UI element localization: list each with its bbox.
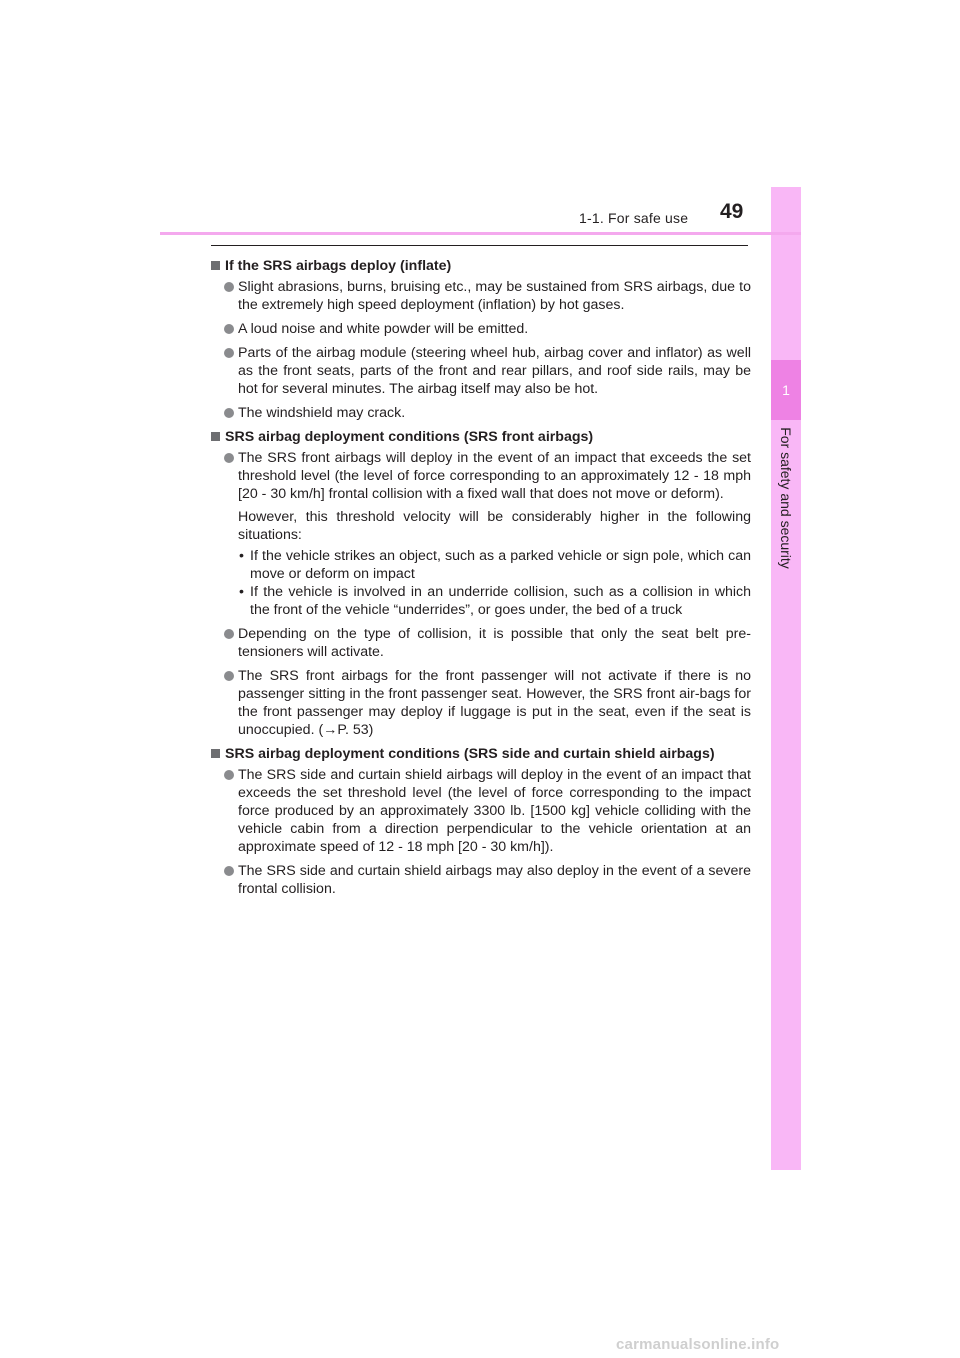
circle-bullet-icon: [224, 324, 234, 334]
page-content: [211, 257, 751, 904]
chapter-side-tab: [771, 187, 801, 1170]
bullet-item: The windshield may crack.: [211, 404, 751, 422]
circle-bullet-icon: [224, 453, 234, 463]
dot-marker: •: [239, 548, 244, 564]
chapter-number-tab: [771, 360, 801, 420]
page-number: 49: [720, 200, 744, 223]
bullet-note: However, this threshold velocity will be considerably higher in the following situations:: [238, 509, 751, 543]
bullet-item: The SRS front airbags will deploy in the event of an impact that exceeds the set threshold level (the level of force corresponding to an approximately 12 - 18 mph [20 - 30 km/h] frontal collision with a fixed wall that does not move or deform).: [211, 449, 751, 503]
bullet-item: The SRS front airbags for the front passenger will not activate if there is no passenger sitting in the front passenger seat. However, the SRS front air-bags for the front passenger may deploy if luggage is put in the seat, even if the seat is unoccupied. (→P. 53): [211, 667, 751, 739]
circle-bullet-icon: [224, 408, 234, 418]
section-heading: SRS airbag deployment conditions (SRS front airbags): [211, 428, 751, 446]
circle-bullet-icon: [224, 671, 234, 681]
section-heading: If the SRS airbags deploy (inflate): [211, 257, 751, 275]
bullet-item: Depending on the type of collision, it is possible that only the seat belt pre-tensioners will activate.: [211, 625, 751, 661]
circle-bullet-icon: [224, 348, 234, 358]
square-bullet-icon: [211, 261, 220, 270]
chapter-title: For safety and security: [778, 427, 794, 569]
sub-list-item: • If the vehicle strikes an object, such as a parked vehicle or sign pole, which can move or deform on impact: [239, 548, 751, 582]
header-rule: [160, 232, 801, 235]
bullet-item: Parts of the airbag module (steering wheel hub, airbag cover and inflator) as well as the front seats, parts of the front and rear pillars, and roof side rails, may be hot for several minutes. The airbag itself may also be hot.: [211, 344, 751, 398]
bullet-item: The SRS side and curtain shield airbags will deploy in the event of an impact that exceeds the set threshold level (the level of force corresponding to the impact force produced by an approximately 3300 lb. [1500 kg] vehicle colliding with the vehicle cabin from a direction perpendicular to the vehicle orientation at an approximate speed of 12 - 18 mph [20 - 30 km/h]).: [211, 766, 751, 856]
bullet-item: The SRS side and curtain shield airbags may also deploy in the event of a severe frontal collision.: [211, 862, 751, 898]
circle-bullet-icon: [224, 770, 234, 780]
circle-bullet-icon: [224, 866, 234, 876]
chapter-number: 1: [782, 382, 790, 398]
dot-marker: •: [239, 584, 244, 600]
circle-bullet-icon: [224, 282, 234, 292]
bullet-item: A loud noise and white powder will be emitted.: [211, 320, 751, 338]
sub-list-item: • If the vehicle is involved in an underride collision, such as a collision in which the front of the vehicle “underrides”, or goes under, the bed of a truck: [239, 584, 751, 618]
square-bullet-icon: [211, 749, 220, 758]
section-title: 1-1. For safe use: [579, 210, 689, 226]
content-rule: [211, 245, 748, 246]
bullet-item: Slight abrasions, burns, bruising etc., may be sustained from SRS airbags, due to the extremely high speed deployment (inflation) by hot gases.: [211, 278, 751, 314]
section-heading: SRS airbag deployment conditions (SRS side and curtain shield airbags): [211, 745, 751, 763]
circle-bullet-icon: [224, 629, 234, 639]
square-bullet-icon: [211, 432, 220, 441]
watermark: carmanualsonline.info: [616, 1336, 780, 1353]
